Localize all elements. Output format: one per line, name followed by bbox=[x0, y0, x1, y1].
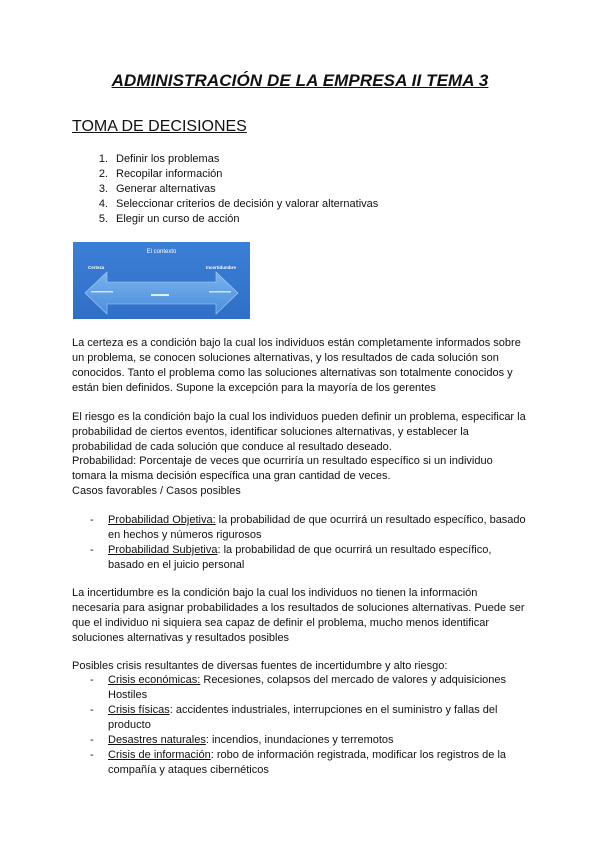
decision-steps-list bbox=[72, 152, 378, 227]
list-item: - Probabilidad Subjetiva: la probabilidad de que ocurrirá un resultado específico, basado en el juicio personal bbox=[72, 543, 527, 573]
diagram-title: El contexto bbox=[146, 249, 177, 255]
section-title: TOMA DE DECISIONES bbox=[72, 118, 247, 135]
list-item: - Desastres naturales: incendios, inundaciones y terremotos bbox=[72, 733, 527, 748]
diagram-left-label: Certeza bbox=[88, 265, 105, 270]
probabilidad-line: Probabilidad: Porcentaje de veces que ocurriría un resultado específico si un individuo tomara la misma decisión específica una gran cantidad de veces. bbox=[72, 455, 493, 482]
incertidumbre-paragraph: La incertidumbre es la condición bajo la cual los individuos no tienen la información necesaria para asignar probabilidades a los resultados de soluciones alternativas. Puede ser que el individuo ni siquiera sea capaz de definir el problema, mucho menos identificar soluciones alternativas y resultados posibles bbox=[72, 587, 525, 644]
crisis-bullets bbox=[72, 673, 527, 778]
list-item: 2. Recopilar información bbox=[98, 168, 223, 180]
riesgo-paragraph: El riesgo es la condición bajo la cual los individuos pueden definir un problema, especificar la probabilidad de ciertos eventos, identificar soluciones alternativas, y establecer la probabilidad de cada solución que conduce al resultado deseado. bbox=[72, 411, 526, 453]
document-title: ADMINISTRACIÓN DE LA EMPRESA II TEMA 3 bbox=[111, 71, 489, 90]
list-item: - Crisis económicas: Recesiones, colapsos del mercado de valores y adquisiciones Hostiles bbox=[72, 673, 527, 703]
crisis-intro: Posibles crisis resultantes de diversas fuentes de incertidumbre y alto riesgo: bbox=[72, 660, 448, 672]
list-item: - Crisis de información: robo de información registrada, modificar los registros de la compañía y ataques cibernéticos bbox=[72, 748, 527, 778]
list-item: - Crisis físicas: accidentes industriales, interrupciones en el suministro y fallas del producto bbox=[72, 703, 527, 733]
probability-bullets bbox=[72, 513, 527, 573]
certeza-paragraph: La certeza es a condición bajo la cual los individuos están completamente informados sobre un problema, se conocen soluciones alternativas, y los resultados de cada solución son conocidos. Tanto el problema como las soluciones alternativas son totalmente conocidos y están bien definidos. Supone la excepción para la mayoría de los gerentes bbox=[72, 337, 521, 394]
list-item: 5. Elegir un curso de acción bbox=[98, 213, 240, 225]
list-item: - Probabilidad Objetiva: la probabilidad de que ocurrirá un resultado específico, basado en hechos y números rigurosos bbox=[72, 513, 527, 543]
list-item: 1. Definir los problemas bbox=[98, 153, 220, 165]
list-item: 4. Seleccionar criterios de decisión y valorar alternativas bbox=[98, 198, 379, 210]
diagram-right-label: Incertidumbre bbox=[206, 265, 237, 270]
casos-line: Casos favorables / Casos posibles bbox=[72, 485, 241, 497]
list-item: 3. Generar alternativas bbox=[98, 183, 216, 195]
context-diagram bbox=[73, 242, 250, 319]
